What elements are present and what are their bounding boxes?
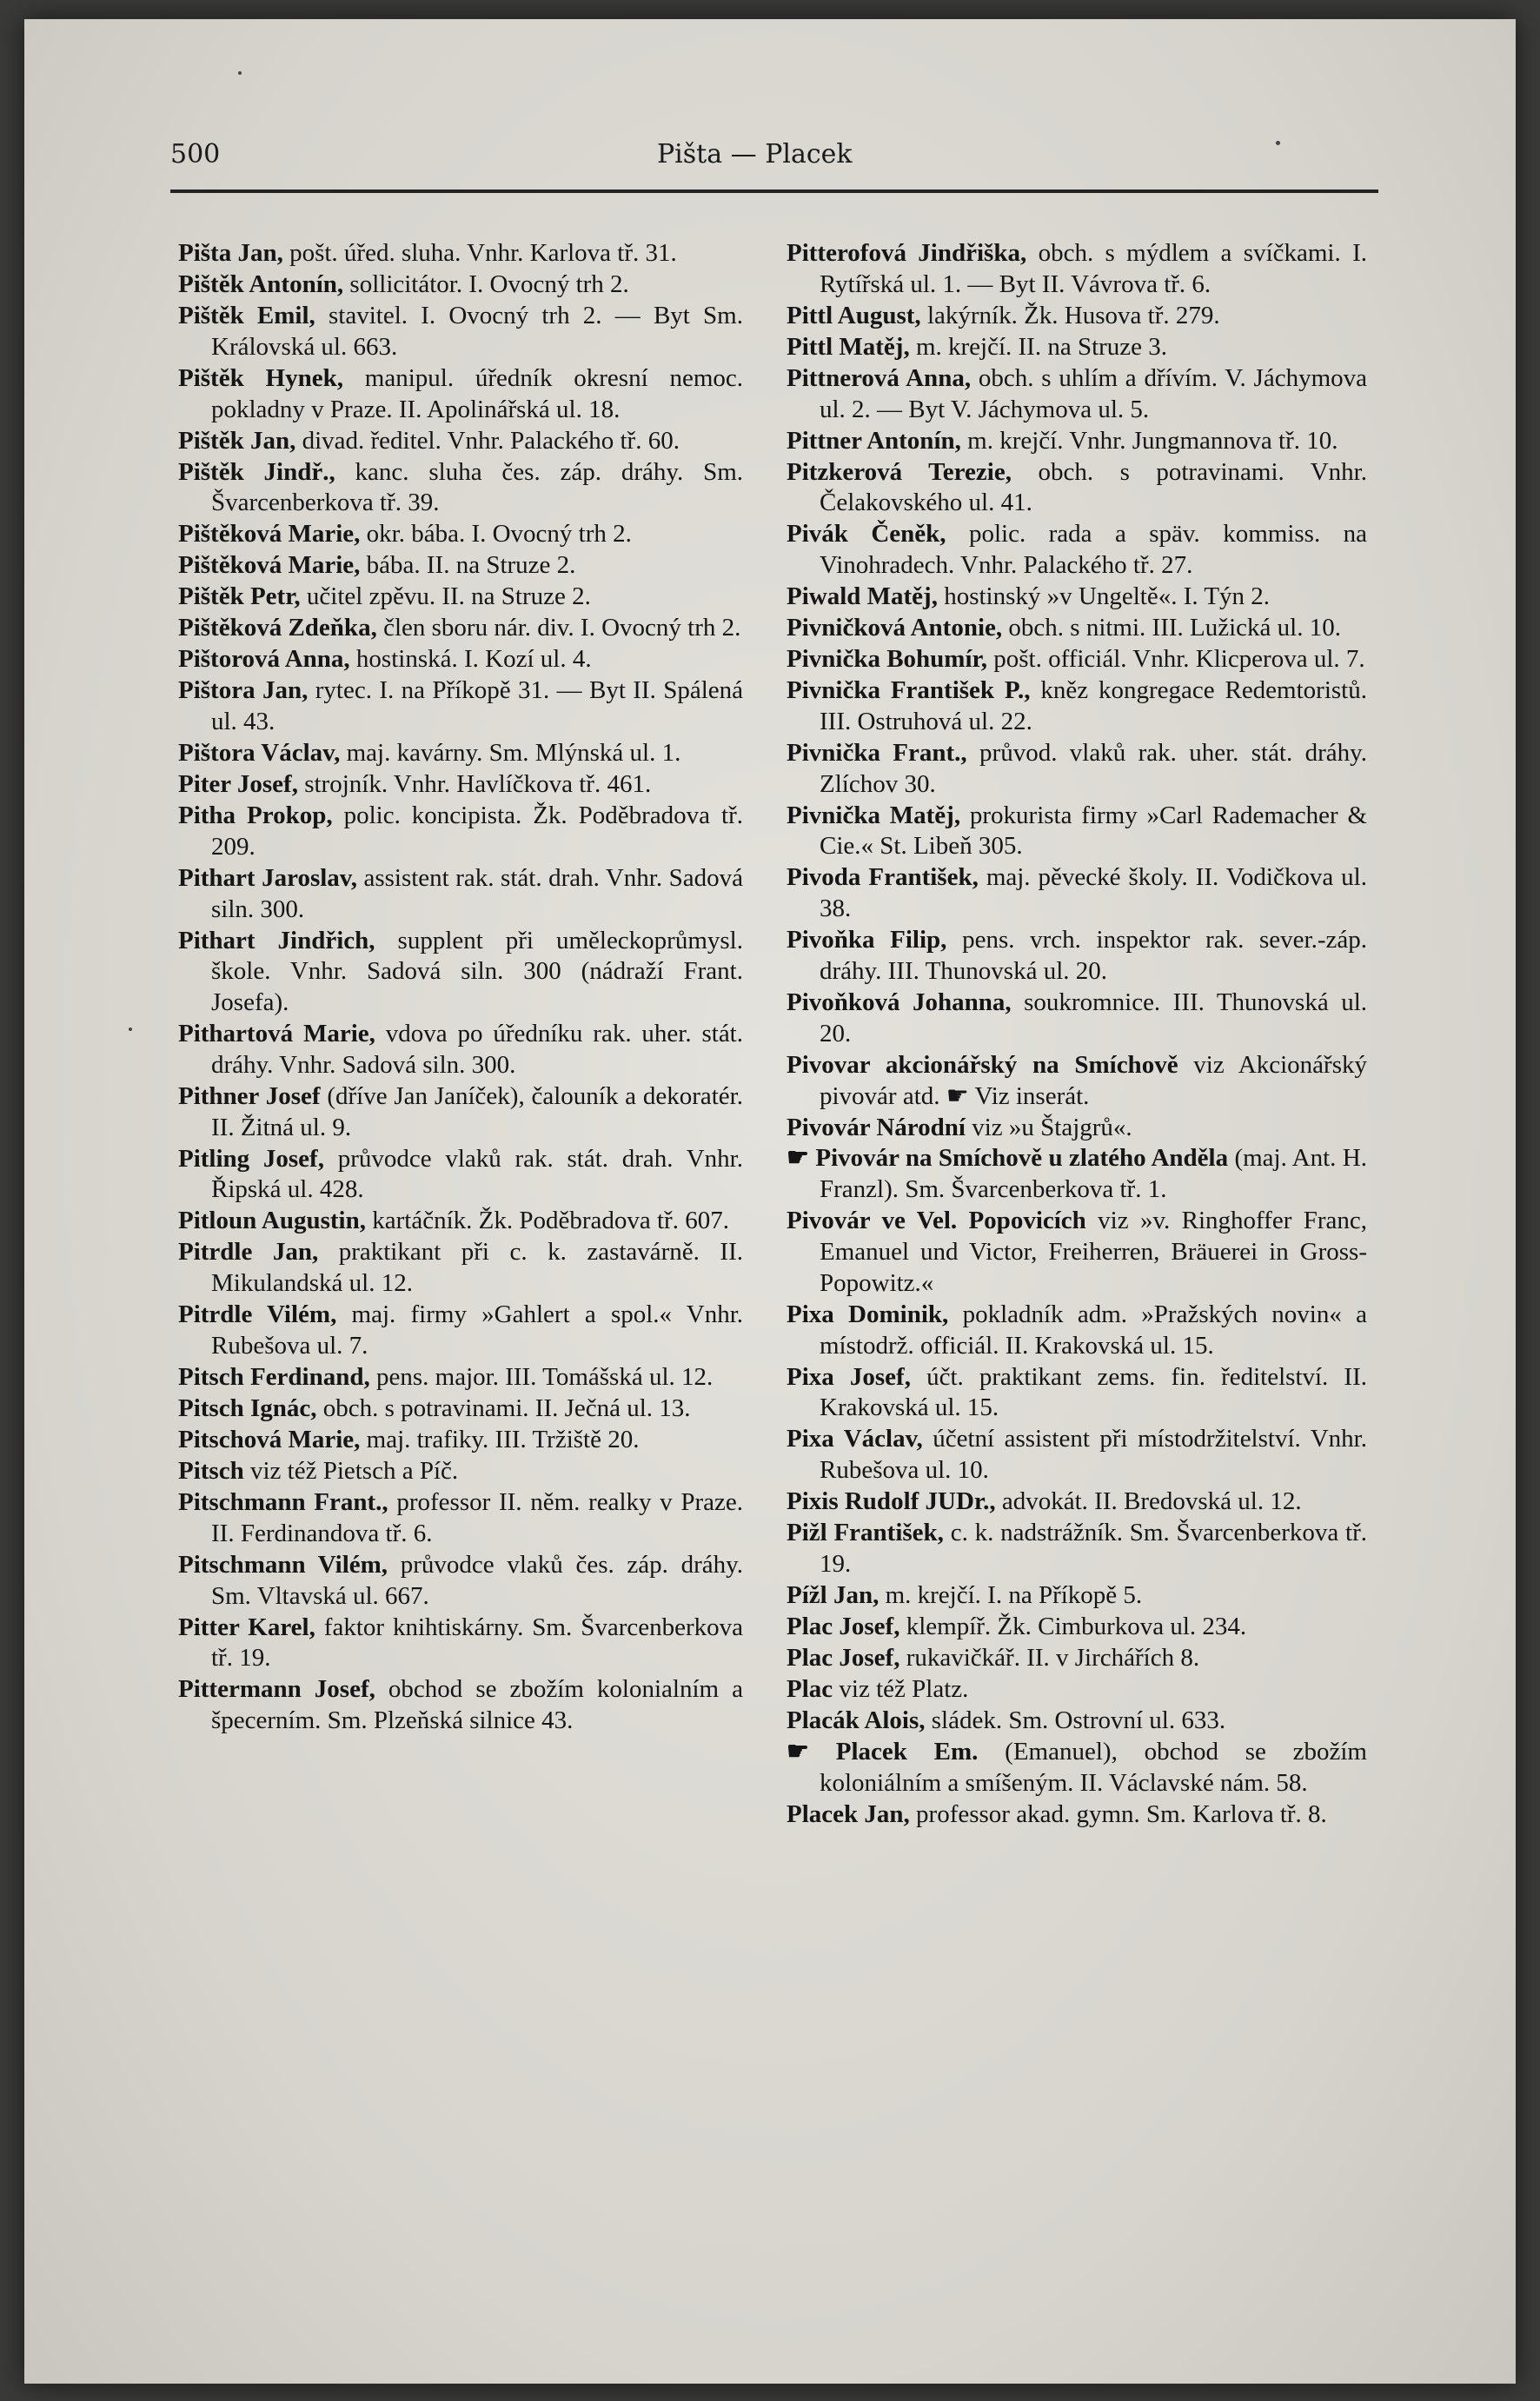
entry-details: bába. II. na Struze 2. [360, 551, 576, 580]
entry-name: Pitloun Augustin, [178, 1207, 366, 1235]
entry-name: Piwald Matěj, [787, 582, 938, 611]
header-rule [170, 190, 1378, 193]
directory-entry [178, 1206, 743, 1237]
entry-name: Pitschmann Vilém, [178, 1550, 388, 1579]
directory-entry [787, 426, 1367, 457]
entry-name: Pitsch Ferdinand, [178, 1363, 370, 1391]
directory-entry [787, 801, 1367, 863]
entry-details: klempíř. Žk. Cimburkova ul. 234. [899, 1612, 1247, 1640]
directory-entry [787, 1643, 1367, 1674]
directory-entry [787, 519, 1367, 582]
directory-entry [178, 863, 743, 926]
entry-details: m. krejčí. II. na Struze 3. [909, 332, 1168, 361]
entry-details: (Emanuel), obchod se zbožím koloniálním a smíšeným. II. Václavské nám. 58. [820, 1737, 1367, 1797]
directory-entry [787, 1706, 1367, 1737]
entry-name: Pitsch Ignác, [178, 1393, 317, 1422]
entry-name: Pištěková Marie, [178, 551, 361, 580]
entry-name: Pišta Jan, [178, 239, 283, 267]
entry-details: (maj. Ant. H. Franzl). Sm. Švarcenberkova tř. 1. [820, 1144, 1367, 1204]
entry-details: sollicitátor. I. Ovocný trh 2. [343, 269, 629, 298]
entry-details: divad. ředitel. Vnhr. Palackého tř. 60. [295, 426, 680, 455]
entry-name: Pivák Čeněk, [787, 520, 946, 549]
entry-name: Pittl Matěj, [787, 332, 910, 361]
entry-details: lakýrník. Žk. Husova tř. 279. [920, 301, 1220, 329]
entry-details: rukavičkář. II. v Jirchářích 8. [899, 1643, 1200, 1672]
directory-entry [787, 675, 1367, 738]
entry-details: viz »u Štajgrů«. [965, 1113, 1132, 1141]
directory-entry [787, 1518, 1367, 1580]
directory-entry [787, 1674, 1367, 1706]
entry-name: Pivnička Matěj, [787, 801, 961, 829]
entry-name: Pivnička Frant., [787, 738, 967, 767]
entry-name: Pivnička Bohumír, [787, 645, 987, 674]
entry-details: assistent rak. stát. drah. Vnhr. Sadová siln. 300. [211, 863, 743, 923]
entry-details: učitel zpěvu. II. na Struze 2. [300, 582, 591, 611]
entry-details: polic. koncipista. Žk. Poděbradova tř. 209. [211, 801, 743, 861]
entry-details: pokladník adm. »Pražských novin« a místodrž. officiál. II. Krakovská ul. 15. [820, 1300, 1367, 1360]
directory-entry [178, 457, 743, 520]
entry-details: vdova po úředníku rak. uher. stát. dráhy. Vnhr. Sadová siln. 300. [211, 1020, 743, 1079]
directory-entry [178, 1237, 743, 1300]
entry-details: (dříve Jan Janíček), čalouník a dekoratér. II. Žitná ul. 9. [211, 1081, 743, 1141]
directory-entry [787, 1799, 1367, 1831]
running-head [170, 139, 1378, 177]
directory-entry [178, 519, 743, 550]
entry-details: viz též Platz. [833, 1674, 969, 1703]
directory-entry [178, 675, 743, 738]
entry-name: Pištěk Emil, [178, 301, 315, 329]
directory-entry [787, 363, 1367, 426]
entry-details: obch. s potravinami. II. Ječná ul. 13. [316, 1393, 691, 1422]
entry-name: Plac Josef, [787, 1612, 900, 1640]
directory-entry [787, 1737, 1367, 1799]
entry-name: Pittner Antonín, [787, 426, 961, 455]
entry-details: maj. firmy »Gahlert a spol.« Vnhr. Rubešova ul. 7. [211, 1300, 744, 1360]
entry-name: Pivoňka Filip, [787, 926, 947, 954]
entry-name: Pištora Václav, [178, 739, 341, 767]
entry-name: Pitsch [178, 1456, 244, 1485]
directory-entry [787, 644, 1367, 675]
entry-name: Pittnerová Anna, [787, 363, 972, 392]
directory-entry [787, 1300, 1367, 1362]
directory-entry [178, 1393, 743, 1425]
entry-details: viz též Pietsch a Píč. [243, 1456, 459, 1485]
entry-name: Pithner Josef [178, 1081, 321, 1110]
entry-name: Pixa Josef, [787, 1362, 911, 1391]
directory-entry [178, 1425, 743, 1456]
directory-entry [787, 925, 1367, 988]
directory-entry [178, 1019, 743, 1081]
directory-entry [178, 1613, 743, 1675]
directory-entry [178, 1674, 743, 1737]
entry-details: účetní assistent při místodržitelství. Vnhr. Rubešova ul. 10. [820, 1425, 1367, 1485]
entry-details: faktor knihtiskárny. Sm. Švarcenberkova tř. 19. [211, 1613, 743, 1673]
entry-name: Placák Alois, [787, 1706, 926, 1734]
entry-name: Pixa Václav, [787, 1425, 923, 1453]
entry-details: hostinská. I. Kozí ul. 4. [349, 645, 592, 674]
entry-name: Pivoda František, [787, 863, 979, 892]
entry-name: Plac Josef, [787, 1643, 900, 1672]
left-column [178, 238, 743, 1737]
directory-entry [787, 1486, 1367, 1518]
entry-name: Pivničková Antonie, [787, 614, 1003, 642]
directory-entry [178, 301, 743, 363]
entry-name: Pížl Jan, [787, 1580, 880, 1609]
entry-details: průvod. vlaků rak. uher. stát. dráhy. Zlíchov 30. [820, 738, 1367, 798]
entry-details: stavitel. I. Ovocný trh 2. — Byt Sm. Královská ul. 663. [211, 301, 743, 361]
entry-name: Pištěk Antonín, [178, 269, 344, 298]
entry-name: Pištěk Petr, [178, 582, 301, 611]
directory-entry [787, 1580, 1367, 1612]
entry-details: obch. s uhlím a dřívím. V. Jáchymova ul. 2. — Byt V. Jáchymova ul. 5. [820, 363, 1367, 423]
directory-entry [787, 613, 1367, 644]
entry-name: Pištěková Zdeňka, [178, 614, 377, 642]
entry-details: pens. vrch. inspektor rak. sever.-záp. dráhy. III. Thunovská ul. 20. [820, 926, 1367, 985]
directory-entry [178, 238, 743, 269]
entry-details: strojník. Vnhr. Havlíčkova tř. 461. [297, 769, 652, 798]
entry-details: viz Akcionářský pivovár atd. ☛ Viz inserát. [820, 1050, 1367, 1110]
right-column [787, 238, 1367, 1831]
entry-details: maj. pěvecké školy. II. Vodičkova ul. 38. [820, 863, 1367, 923]
directory-entry [787, 582, 1367, 613]
entry-details: sládek. Sm. Ostrovní ul. 633. [925, 1706, 1226, 1734]
directory-entry [178, 801, 743, 863]
entry-details: prokurista firmy »Carl Rademacher & Cie.« St. Libeň 305. [820, 801, 1368, 861]
directory-entry [178, 1456, 743, 1487]
directory-entry [178, 613, 743, 644]
entry-name: Pištěk Hynek, [178, 363, 343, 392]
directory-entry [178, 269, 743, 301]
entry-name: Piter Josef, [178, 769, 298, 798]
entry-details: pens. major. III. Tomášská ul. 12. [369, 1363, 714, 1391]
entry-details: m. krejčí. I. na Příkopě 5. [879, 1580, 1143, 1609]
directory-entry [178, 550, 743, 582]
directory-entry [787, 238, 1367, 301]
entry-name: ☛ Placek Em. [787, 1737, 979, 1766]
entry-name: Pitling Josef, [178, 1144, 324, 1173]
entry-details: professor akad. gymn. Sm. Karlova tř. 8. [909, 1799, 1327, 1828]
directory-entry [178, 1362, 743, 1393]
entry-details: obchod se zbožím kolonialním a špecerním. Sm. Plzeňská silnice 43. [211, 1675, 743, 1735]
entry-name: Pixa Dominik, [787, 1300, 949, 1328]
speck [129, 1028, 132, 1031]
directory-entry [787, 738, 1367, 801]
entry-details: supplent při uměleckoprůmysl. škole. Vnhr. Sadová siln. 300 (nádraží Frant. Josefa). [211, 926, 743, 1017]
entry-name: Pithart Jindřich, [178, 926, 375, 954]
entry-name: Pitzkerová Terezie, [787, 457, 1012, 486]
directory-entry [787, 1362, 1367, 1425]
entry-name: Pitrdle Jan, [178, 1238, 319, 1267]
directory-entry [787, 301, 1367, 332]
entry-details: obch. s mýdlem a svíčkami. I. Rytířská ul. 1. — Byt II. Vávrova tř. 6. [820, 239, 1367, 298]
directory-entry [178, 1081, 743, 1144]
entry-details: advokát. II. Bredovská ul. 12. [995, 1487, 1302, 1516]
entry-name: Pitschová Marie, [178, 1425, 361, 1453]
entry-name: Plac [787, 1674, 833, 1703]
entry-details: okr. bába. I. Ovocný trh 2. [360, 520, 632, 549]
entry-name: Pivovar akcionářský na Smíchově [787, 1050, 1178, 1079]
entry-name: Pižl František, [787, 1519, 944, 1547]
directory-entry [178, 738, 743, 769]
entry-name: Pixis Rudolf JUDr., [787, 1487, 996, 1516]
directory-entry [178, 1144, 743, 1207]
entry-details: c. k. nadstrážník. Sm. Švarcenberkova tř. 19. [820, 1519, 1367, 1578]
entry-details: maj. trafiky. III. Tržiště 20. [360, 1425, 640, 1453]
entry-details: hostinský »v Ungeltě«. I. Týn 2. [937, 582, 1271, 611]
entry-name: Pištorová Anna, [178, 645, 350, 674]
directory-entry [787, 457, 1367, 520]
directory-entry [787, 1612, 1367, 1643]
entry-name: Pištora Jan, [178, 676, 309, 705]
directory-entry [178, 769, 743, 801]
page-number: 500 [170, 139, 221, 170]
directory-entry [787, 332, 1367, 363]
directory-entry [787, 1206, 1367, 1299]
entry-details: pošt. officiál. Vnhr. Klicperova ul. 7. [986, 645, 1365, 674]
entry-details: kněz kongregace Redemtoristů. III. Ostruhová ul. 22. [820, 676, 1367, 735]
entry-details: obch. s nitmi. III. Lužická ul. 10. [1002, 614, 1341, 642]
entry-name: Pithart Jaroslav, [178, 863, 357, 892]
entry-name: Pivovár ve Vel. Popovicích [787, 1207, 1086, 1235]
entry-details: průvodce vlaků čes. záp. dráhy. Sm. Vltavská ul. 667. [211, 1550, 743, 1610]
entry-name: Pitter Karel, [178, 1613, 315, 1641]
entry-name: Placek Jan, [787, 1799, 910, 1828]
directory-entry [787, 988, 1367, 1050]
entry-details: kanc. sluha čes. záp. dráhy. Sm. Švarcenberkova tř. 39. [211, 457, 744, 517]
entry-details: rytec. I. na Příkopě 31. — Byt II. Spálená ul. 43. [211, 676, 744, 736]
entry-details: professor II. něm. realky v Praze. II. Ferdinandova tř. 6. [211, 1487, 744, 1547]
directory-entry [178, 644, 743, 675]
entry-name: Pivnička František P., [787, 676, 1031, 705]
entry-name: Pitschmann Frant., [178, 1487, 388, 1516]
entry-details: účt. praktikant zems. fin. ředitelství. II. Krakovská ul. 15. [820, 1362, 1367, 1422]
directory-entry [178, 1550, 743, 1613]
entry-details: maj. kavárny. Sm. Mlýnská ul. 1. [340, 739, 681, 767]
directory-entry [178, 582, 743, 613]
directory-entry [787, 862, 1367, 925]
entry-details: praktikant při c. k. zastavárně. II. Mikulandská ul. 12. [211, 1238, 743, 1298]
entry-name: Pittl August, [787, 301, 921, 329]
entry-details: soukromnice. III. Thunovská ul. 20. [820, 988, 1367, 1048]
entry-name: Pitrdle Vilém, [178, 1300, 337, 1329]
entry-details: obch. s potravinami. Vnhr. Čelakovského ul. 41. [820, 457, 1367, 517]
entry-name: Pitterofová Jindřiška, [787, 239, 1027, 267]
directory-entry [787, 1113, 1367, 1144]
entry-name: Pittermann Josef, [178, 1675, 375, 1704]
directory-entry [787, 1424, 1367, 1486]
directory-entry [178, 1300, 743, 1362]
directory-entry [178, 363, 743, 426]
page-title: Pišta — Placek [657, 139, 853, 170]
entry-name: Pivoňková Johanna, [787, 988, 1012, 1016]
entry-name: Pištěková Marie, [178, 520, 361, 549]
entry-details: člen sboru nár. div. I. Ovocný trh 2. [376, 614, 741, 642]
entry-details: m. krejčí. Vnhr. Jungmannova tř. 10. [960, 426, 1338, 455]
entry-name: Pištěk Jindř., [178, 457, 335, 486]
entry-name: ☛ Pivovár na Smíchově u zlatého Anděla [787, 1144, 1229, 1173]
entry-name: Pithartová Marie, [178, 1020, 375, 1048]
entry-details: kartáčník. Žk. Poděbradova tř. 607. [365, 1207, 729, 1235]
directory-entry [787, 1143, 1367, 1206]
entry-name: Pivovár Národní [787, 1113, 966, 1141]
entry-details: viz »v. Ringhoffer Franc, Emanuel und Victor, Freiherren, Bräuerei in Gross-Popowitz.« [820, 1207, 1367, 1297]
entry-name: Pištěk Jan, [178, 426, 296, 455]
entry-details: pošt. úřed. sluha. Vnhr. Karlova tř. 31. [282, 239, 677, 267]
entry-name: Pitha Prokop, [178, 801, 333, 829]
speck [238, 71, 242, 75]
entry-details: polic. rada a späv. kommiss. na Vinohradech. Vnhr. Palackého tř. 27. [820, 520, 1367, 580]
directory-entry [787, 1050, 1367, 1113]
entry-details: průvodce vlaků rak. stát. drah. Vnhr. Řipská ul. 428. [211, 1144, 743, 1204]
directory-entry [178, 426, 743, 457]
entry-details: manipul. úředník okresní nemoc. pokladny v Praze. II. Apolinářská ul. 18. [211, 363, 743, 423]
directory-entry [178, 926, 743, 1019]
directory-entry [178, 1487, 743, 1550]
